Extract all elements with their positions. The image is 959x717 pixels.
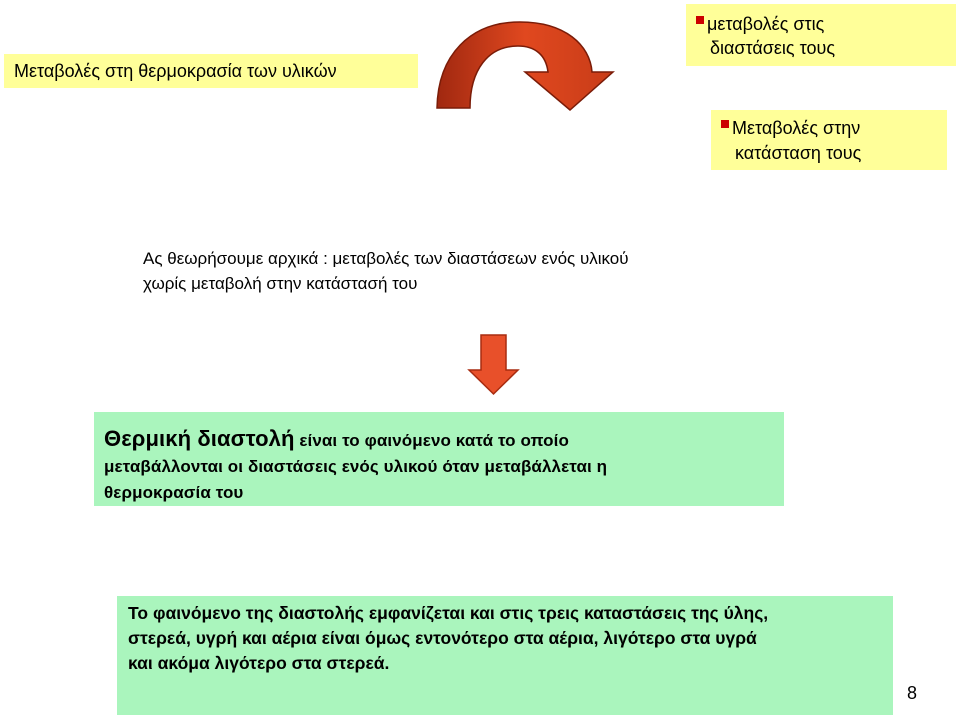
definition-term: Θερμική διαστολή — [104, 426, 295, 451]
box-dimensions — [686, 4, 956, 66]
definition-line3: θερμοκρασία του — [104, 483, 244, 502]
definition-line1: είναι το φαινόμενο κατά το οποίο — [294, 431, 569, 450]
intro-text — [143, 246, 843, 296]
page-number: 8 — [907, 683, 918, 703]
box-dimensions-line1: μεταβολές στις — [707, 14, 825, 34]
box-state — [711, 110, 947, 170]
box-state-line2: κατάσταση τους — [735, 143, 862, 163]
title-box — [4, 54, 418, 88]
slide-title: Μεταβολές στη θερμοκρασία των υλικών — [14, 61, 337, 81]
definition-line2: μεταβάλλονται οι διαστάσεις ενός υλικού όταν μεταβάλλεται η — [104, 457, 608, 476]
box-state-line1: Μεταβολές στην — [732, 118, 861, 138]
bullet-icon — [696, 16, 704, 24]
down-arrow-icon — [466, 334, 526, 396]
note-box — [117, 596, 893, 715]
intro-line1: Ας θεωρήσουμε αρχικά : μεταβολές των διαστάσεων ενός υλικού — [143, 249, 629, 268]
intro-line2: χωρίς μεταβολή στην κατάστασή του — [143, 274, 418, 293]
note-line1: Το φαινόμενο της διαστολής εμφανίζεται και στις τρεις καταστάσεις της ύλης, — [128, 603, 769, 623]
note-line3: και ακόμα λιγότερο στα στερεά. — [128, 653, 390, 673]
bullet-icon — [721, 120, 729, 128]
definition-box — [94, 412, 784, 506]
box-dimensions-line2: διαστάσεις τους — [710, 38, 835, 58]
note-line2: στερεά, υγρή και αέρια είναι όμως εντονότερο στα αέρια, λιγότερο στα υγρά — [128, 628, 757, 648]
